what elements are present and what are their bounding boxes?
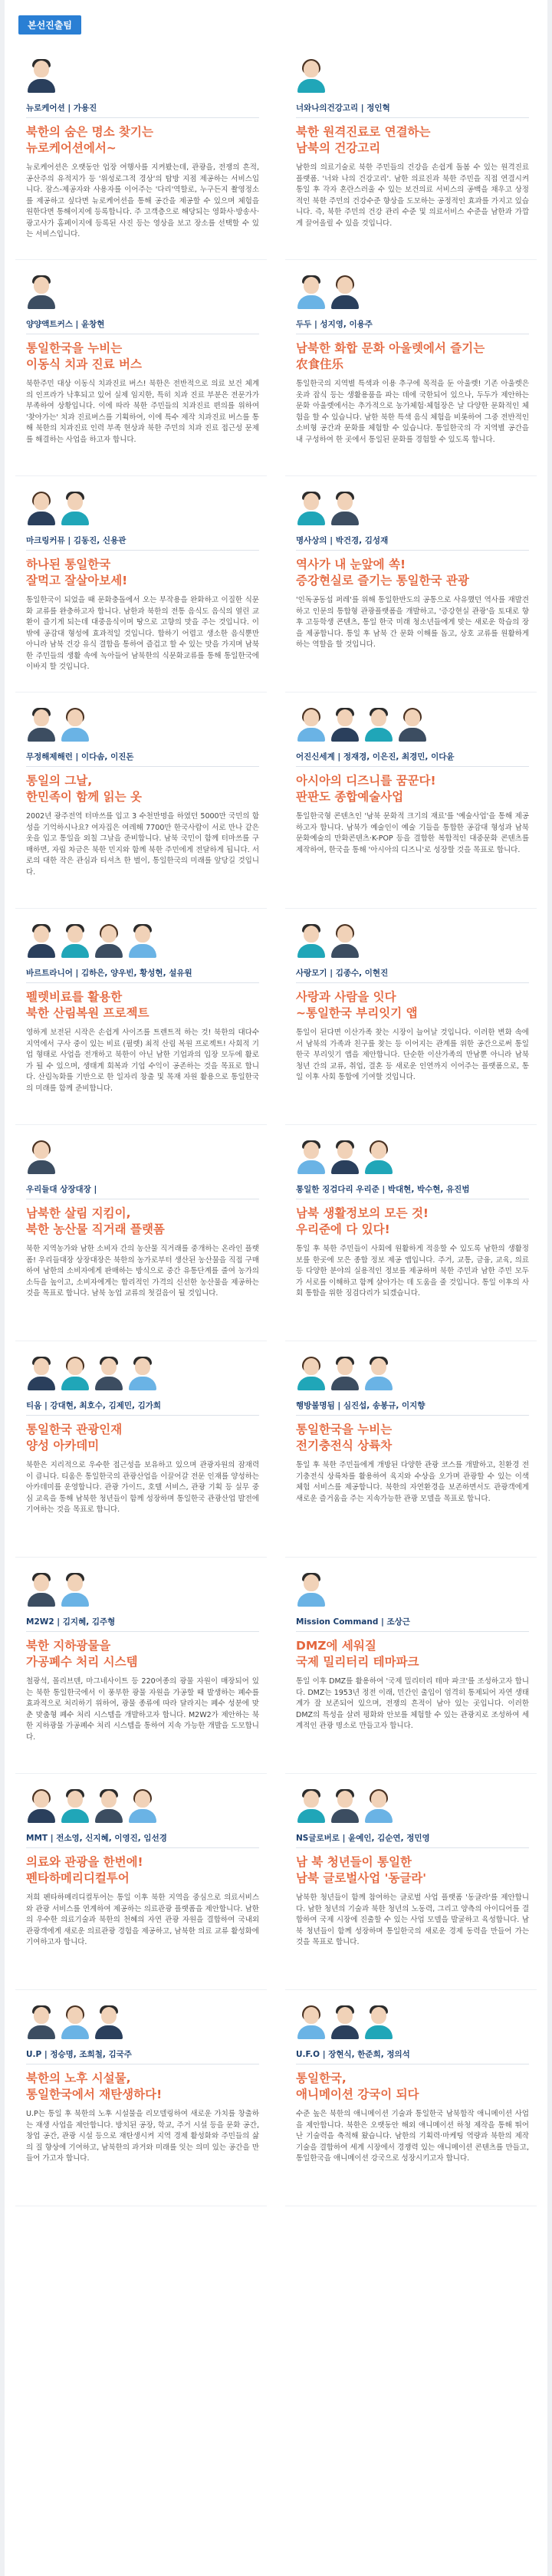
team-card — [285, 2001, 537, 2206]
member-avatar-icon — [397, 708, 428, 742]
team-avatars — [296, 1789, 529, 1823]
team-avatars — [296, 1357, 529, 1390]
project-description: 저희 펜타하메리디컬투어는 통일 이후 북한 지역을 중심으로 의료서비스와 관광 서비스를 연계하여 제공하는 의료관광 플랫폼을 제안합니다. 남한의 우수한 의료기술과 북한의 천혜의 자연 관광 자원을 결합하여 국내외 관광객에게 새로운 의료관광 경험을 제공하고, 남북한 의료 교류 활성화에 기여하고자 합니다. — [26, 1893, 259, 1946]
team-name: U.P | 정승명, 조희철, 김국주 — [26, 2048, 259, 2064]
project-title — [296, 1854, 529, 1887]
member-avatar-icon — [60, 708, 90, 742]
team-card — [15, 703, 267, 909]
project-title — [26, 124, 259, 156]
team-name: 바르트라니어 | 김하은, 양우빈, 황성현, 설유원 — [26, 967, 259, 983]
project-title — [296, 2071, 529, 2103]
project-title-line-2: 전기충전식 상륙차 — [296, 1439, 393, 1452]
project-description: 통일한국이 되었을 때 문화충돌에서 오는 부작용을 완화하고 이질한 식문화 교류를 완충하고자 합니다. 남한과 북한의 전통 음식도 음식의 열린 교환이 즐기게 되는데 대중음식이며 땅으로 고향의 맛을 주는 것입니다. 이 밖에 공감대 형성에 효과적일 것입니다. 합하기 어렵고 생소한 음식뿐만 아니라 남북 건강 유식 결합을 통하여 즐겁고 할 수 있는 맛을 가지며 남북한 주민들의 생활 속에 녹아들어 남북한의 식문화교류를 통해 통일한국에 이바지 할 것입니다. — [26, 596, 259, 671]
project-title-line-1: DMZ에 세워질 — [296, 1639, 376, 1653]
project-title-line-1: 남북한 살림 지킴이, — [26, 1206, 131, 1220]
team-card — [285, 703, 537, 909]
member-avatar-icon — [296, 924, 327, 958]
team-card — [285, 487, 537, 693]
project-title-line-1: 통일한국을 누비는 — [296, 1423, 393, 1436]
member-avatar-icon — [296, 1140, 327, 1174]
team-name: 어진신세계 | 정재경, 이은진, 최경민, 이다윤 — [296, 751, 529, 767]
member-avatar-icon — [296, 1573, 327, 1607]
project-description: U.P는 통일 후 북한의 노후 시설물을 리모델링하여 새로운 가치를 창출하는 재생 사업을 제안합니다. 방치된 공장, 학교, 주거 시설 등을 문화 공간, 창업 공간, 관광 시설 등으로 재탄생시켜 지역 경제 활성화와 주민들의 삶의 질 향상에 기여하고, 남북한의 과거와 미래를 잇는 의미 있는 공간을 만들어 가고자 합니다. — [26, 2110, 259, 2163]
team-avatars — [296, 59, 529, 93]
team-name: 양양액트커스 | 윤창현 — [26, 318, 259, 334]
project-title-line-2: 가공폐수 처리 시스템 — [26, 1655, 138, 1669]
project-title-line-1: 통일한국, — [296, 2071, 347, 2085]
project-title — [26, 557, 259, 589]
team-card — [15, 1785, 267, 1990]
team-name: 무정해제해런 | 이다솜, 이진돈 — [26, 751, 259, 767]
team-card — [285, 54, 537, 260]
project-description: 통일 이후 DMZ를 활용하여 '국제 밀리터리 테마 파크'를 조성하고자 합니다. DMZ는 1953년 정전 이래, 민간인 출입이 엄격히 통제되어 자연 생태계가 잘 보존되어 있으며, 전쟁의 흔적이 남아 있는 곳입니다. 이러한 DMZ의 특성을 살려 평화와 안보를 체험할 수 있는 관광지로 조성하여 세계적인 관광 명소로 만들고자 합니다. — [296, 1677, 529, 1730]
team-avatars — [296, 708, 529, 742]
team-name: 티움 | 강대현, 최호수, 김제민, 김가희 — [26, 1400, 259, 1416]
project-title-line-2: 북한 산림복원 프로젝트 — [26, 1006, 150, 1020]
member-avatar-icon — [127, 924, 158, 958]
project-title-line-1: 아시아의 디즈니를 꿈꾼다! — [296, 774, 436, 788]
member-avatar-icon — [330, 708, 360, 742]
team-avatars — [26, 59, 259, 93]
team-name: 명사상의 | 박건경, 김성재 — [296, 535, 529, 551]
project-title — [26, 341, 259, 373]
project-title — [26, 1206, 259, 1238]
team-avatars — [26, 1357, 259, 1390]
member-avatar-icon — [363, 1357, 394, 1390]
project-title-line-1: 통일의 그날, — [26, 774, 93, 788]
member-avatar-icon — [330, 2005, 360, 2039]
team-name: 사랑모기 | 김종수, 이현진 — [296, 967, 529, 983]
project-title-line-2: 뉴로케어션에서~ — [26, 141, 117, 155]
team-avatars — [26, 275, 259, 309]
member-avatar-icon — [26, 1140, 57, 1174]
team-card — [15, 487, 267, 693]
member-avatar-icon — [330, 1140, 360, 1174]
project-title — [296, 1422, 529, 1454]
team-avatars — [26, 924, 259, 958]
team-avatars — [296, 2005, 529, 2039]
member-avatar-icon — [26, 1573, 57, 1607]
member-avatar-icon — [296, 708, 327, 742]
team-name: U.F.O | 장현식, 한준희, 정의석 — [296, 2048, 529, 2064]
project-title-line-2: 양성 아카데미 — [26, 1439, 100, 1452]
project-title-line-2: 국제 밀리터리 테마파크 — [296, 1655, 419, 1669]
team-avatars — [26, 1140, 259, 1174]
team-avatars — [26, 1789, 259, 1823]
team-avatars — [26, 1573, 259, 1607]
member-avatar-icon — [127, 1357, 158, 1390]
project-title-line-2: 이동식 치과 진료 버스 — [26, 357, 142, 371]
project-title-line-2: 북한 농산물 직거래 플랫폼 — [26, 1222, 165, 1236]
team-name: 두두 | 성지영, 이용주 — [296, 318, 529, 334]
team-card — [285, 920, 537, 1125]
member-avatar-icon — [26, 2005, 57, 2039]
project-title-line-1: 하나된 통일한국 — [26, 558, 111, 571]
project-title-line-2: 우리준에 다 있다! — [296, 1222, 390, 1236]
member-avatar-icon — [330, 492, 360, 525]
team-name: M2W2 | 김지혜, 김주형 — [26, 1616, 259, 1632]
member-avatar-icon — [296, 492, 327, 525]
member-avatar-icon — [127, 1789, 158, 1823]
project-description: 북한 지역농가와 남한 소비자 간의 농산물 직거래를 중개하는 온라인 플랫폼! 우리들대장 상장대장은 북한의 농가로부터 생산된 농산물을 직접 구매하여 남한의 소비자에게 판매하는 방식으로 중간 유통단계를 줄여 농가의 소득을 높이고, 소비자에게는 합리적인 가격의 신선한 농산물을 제공하는 것을 목표로 합니다. 남북 농업 교류의 첫걸음이 될 것입니다. — [26, 1245, 259, 1298]
project-title-line-2: 판판도 종합예술사업 — [296, 790, 404, 804]
team-name: 통일한 징검다리 우리준 | 박대현, 박수현, 유진범 — [296, 1183, 529, 1199]
team-name: 너와나의건강고리 | 정인혁 — [296, 102, 529, 118]
project-title — [296, 773, 529, 805]
member-avatar-icon — [330, 924, 360, 958]
team-name: 마크링커뮤 | 김동진, 신용관 — [26, 535, 259, 551]
project-title — [26, 1422, 259, 1454]
project-title — [296, 557, 529, 589]
team-name: 행방불명됨 | 심진섭, 송봉규, 이지향 — [296, 1400, 529, 1416]
member-avatar-icon — [26, 1789, 57, 1823]
project-title-line-1: 북한의 노후 시설물, — [26, 2071, 131, 2085]
project-title-line-2: ~통일한국 부리잇기 앱 — [296, 1006, 418, 1020]
member-avatar-icon — [94, 1357, 124, 1390]
project-title-line-1: 통일한국 관광인재 — [26, 1423, 123, 1436]
member-avatar-icon — [330, 1357, 360, 1390]
project-title-line-1: 의료와 관광을 한번에! — [26, 1855, 143, 1869]
team-avatars — [26, 2005, 259, 2039]
project-title-line-2: 애니메이션 강국이 되다 — [296, 2087, 419, 2101]
team-name: NS글로버로 | 윤예인, 김순연, 정민영 — [296, 1832, 529, 1848]
project-description: 북한은 지리적으로 우수한 접근성을 보유하고 있으며 관광자원의 잠재력이 큽니다. 티움은 통일한국의 관광산업을 이끌어갈 전문 인재를 양성하는 아카데미를 운영합니다. 관광 가이드, 호텔 서비스, 관광 기획 등 실무 중심 교육을 통해 남북한 청년들이 함께 성장하며 통일한국 관광산업 발전에 기여하는 것을 목표로 합니다. — [26, 1461, 259, 1514]
member-avatar-icon — [26, 492, 57, 525]
team-name: MMT | 전소영, 신지혜, 이영진, 임선경 — [26, 1832, 259, 1848]
team-card — [15, 1352, 267, 1558]
project-title-line-1: 펠렛비료를 활용한 — [26, 990, 123, 1004]
project-description: 통일 후 북한 주민들이 사회에 원활하게 적응할 수 있도록 남한의 생활정보를 한곳에 모은 종합 정보 제공 앱입니다. 주거, 교통, 금융, 교육, 의료 등 다양한 분야의 실용적인 정보를 제공하며 북한 주민과 남한 주민 모두가 서로를 이해하고 함께 살아가는 데 도움을 줄 것입니다. 통일 이후의 사회 통합을 위한 징검다리가 되겠습니다. — [296, 1245, 529, 1298]
team-card — [15, 920, 267, 1125]
member-avatar-icon — [94, 1789, 124, 1823]
project-title-line-1: 북한 원격진료로 연결하는 — [296, 125, 431, 139]
project-title — [26, 773, 259, 805]
project-title-line-2: 남북 글로벌사업 '동글라' — [296, 1871, 427, 1885]
member-avatar-icon — [26, 59, 57, 93]
project-title-line-2: 펜타하메리디컬투어 — [26, 1871, 130, 1885]
team-name: 우리들대 상장대장 | — [26, 1183, 259, 1199]
member-avatar-icon — [94, 2005, 124, 2039]
team-name: 뉴로케어션 | 가용진 — [26, 102, 259, 118]
project-title-line-1: 남북 생활정보의 모든 것! — [296, 1206, 429, 1220]
project-description: 남북한 청년들이 함께 참여하는 글로벌 사업 플랫폼 '동글라'를 제안합니다. 남한 청년의 기술과 북한 청년의 노동력, 그리고 양측의 아이디어를 결합하여 국제 시장에 진출할 수 있는 사업 모델을 발굴하고 육성합니다. 남북 청년들이 함께 성장하며 통일한국의 새로운 경제 동력을 만들어 가는 것을 목표로 합니다. — [296, 1893, 529, 1946]
member-avatar-icon — [26, 924, 57, 958]
project-description: 북한주민 대상 이동식 치과진료 버스! 북한은 전반적으로 의료 보건 체계의 인프라가 낙후되고 있어 실제 임지한, 특히 치과 진료 부분은 전문가가 부족하여 상황입니다. 이에 따라 북한 주민들의 치과진료 편의를 위하여 '찾아가는' 치과 진료버스를 기획하여, 이에 특수 제작 치과진료 버스를 통해 북한의 치과진료 인력 부족 현상과 북한 주민의 치과 진료 접근성 문제를 해결하는 사업을 하고자 합니다. — [26, 380, 259, 444]
team-avatars — [296, 492, 529, 525]
project-title — [26, 1638, 259, 1670]
project-title — [296, 124, 529, 156]
member-avatar-icon — [330, 1789, 360, 1823]
project-title-line-2: 남북의 건강고리 — [296, 141, 381, 155]
project-description: 남한의 의료기술로 북한 주민들의 건강을 손쉽게 돌봄 수 있는 원격진료 플랫폼. '너와 나의 건강고리'. 남한 의료진과 북한 주민을 직접 연결시켜 통일 후 각자 혼란스러울 수 있는 보건의료 서비스의 공백을 채우고 상정적인 북한 주민의 건강수준 향상을 도모하는 공정적인 효과를 가지고 있습니다. 즉, 북한 주민의 건강 관리 수준 및 의료서비스 수준을 남한과 가깝게 끌어올릴 수 있을 것입니다. — [296, 163, 529, 228]
team-avatars — [296, 1140, 529, 1174]
member-avatar-icon — [26, 1357, 57, 1390]
project-title — [26, 1854, 259, 1887]
team-card — [285, 1568, 537, 1774]
member-avatar-icon — [26, 708, 57, 742]
project-title-line-1: 통일한국을 누비는 — [26, 341, 123, 355]
member-avatar-icon — [60, 2005, 90, 2039]
team-card — [285, 1785, 537, 1990]
project-description: 뉴로케어션은 오랫동안 업장 여행사를 지켜봤는데, 관광을, 전쟁의 흔적, 공산주의 유적지가 등 '위성로그적 경상'의 탐방 지점 제공하는 서비스입니다. 잠스-제공자와 사용자를 이어주는 '다리'역할로, 누구든지 촬영정소를 제공하고 싶다면 뉴로케어션을 통해 공간을 제공할 수 있으며 체험을 원한다면 통해이지에 등록합니다. 주 고객층으로 해당되는 영화사·방송사·광고사가 홈페이지에 등록된 사진 등는 영상을 보고 장소를 선택할 수 있는 서비스입니다. — [26, 163, 259, 239]
member-avatar-icon — [26, 275, 57, 309]
team-avatars — [296, 275, 529, 309]
member-avatar-icon — [363, 2005, 394, 2039]
project-title-line-1: 남 북 청년들이 통일한 — [296, 1855, 412, 1869]
member-avatar-icon — [330, 275, 360, 309]
member-avatar-icon — [296, 59, 327, 93]
project-title — [26, 989, 259, 1022]
project-title-line-2: 통일한국에서 재탄생하다! — [26, 2087, 163, 2101]
member-avatar-icon — [363, 708, 394, 742]
team-avatars — [296, 924, 529, 958]
team-card — [15, 54, 267, 260]
member-avatar-icon — [94, 924, 124, 958]
team-card — [15, 271, 267, 476]
member-avatar-icon — [363, 1789, 394, 1823]
member-avatar-icon — [363, 1140, 394, 1174]
team-grid — [15, 54, 537, 2217]
project-title-line-1: 북한 지하광물을 — [26, 1639, 111, 1653]
project-title — [296, 341, 529, 373]
team-avatars — [296, 1573, 529, 1607]
member-avatar-icon — [60, 1789, 90, 1823]
project-description: 통일이 된다면 이산가족 찾는 시장이 늘어날 것입니다. 이러한 변화 속에서 남북의 가족과 친구를 찾는 등 이어지는 관계를 위한 공간으로써 통일한국 부리잇기 앱을 제안합니다. 단순한 이산가족의 만남뿐 아니라 남북 청년 간의 교류, 취업, 결혼 등 새로운 인연까지 이어주는 플랫폼으로, 통일 이후 사회 통합에 기여할 것입니다. — [296, 1028, 529, 1081]
project-title — [296, 1206, 529, 1238]
project-title-line-1: 역사가 내 눈앞에 쏙! — [296, 558, 406, 571]
member-avatar-icon — [296, 1357, 327, 1390]
team-avatars — [26, 492, 259, 525]
project-title — [296, 989, 529, 1022]
project-title-line-1: 남북한 화합 문화 아울렛에서 즐기는 — [296, 341, 485, 355]
member-avatar-icon — [60, 1573, 90, 1607]
team-card — [15, 1568, 267, 1774]
team-card — [15, 2001, 267, 2206]
team-card — [285, 271, 537, 476]
team-name: Mission Command | 조상근 — [296, 1616, 529, 1632]
project-description: 통일한국의 지역별 특색과 이용 추구에 목적을 둔 아울렛! 기존 아울렛은 옷과 잡식 등는 생활용품을 파는 데에 국한되어 있으나, 두두가 제안하는 문화 아울렛에서는 추가적으로 농가체험·체험장은 날 다양한 문화적인 체험을 할 수 있습니다. 남한 북한 특색 음식 체험을 비롯하여 그중 전반적인 소비형 공간과 문화를 체험할 수 있습니다. 통일한국의 각 지역별 공간을 내 구성하여 한 곳에서 통일된 문화를 경험할 수 있도록 합니다. — [296, 380, 529, 444]
project-title-line-1: 사랑과 사람을 잇다 — [296, 990, 396, 1004]
member-avatar-icon — [296, 2005, 327, 2039]
section-tag: 본선진출팀 — [18, 15, 81, 35]
team-card — [15, 1136, 267, 1341]
project-title — [296, 1638, 529, 1670]
project-title-line-2: 한민족이 함께 읽는 옷 — [26, 790, 142, 804]
project-title — [26, 2071, 259, 2103]
project-description: 철광석, 몰리브덴, 마그네사이트 등 220여종의 광물 자원이 매장되어 있는 북한 통일한국에서 이 풍부한 광물 자원을 가공할 때 발생하는 폐수를 효과적으로 처리하기 위하여, 광물 종류에 따라 달라지는 폐수 성분에 맞춘 맞춤형 폐수 처리 시스템을 개발하고자 합니다. M2W2가 제안하는 북한 지하광물 가공폐수 처리 시스템을 통하여 지속 가능한 개발을 도모합니다. — [26, 1677, 259, 1742]
project-description: '인독공동섭 퍼레'를 위해 통일한반도의 공통으로 사유했던 역사를 재발견하고 인문의 통합형 관광플랫폼을 개발하고, '증강현실 관광'을 토대로 향후 고등학생 콘텐츠, 통일 한국 미래 청소년들에게 맞는 새로운 학습의 장을 제공합니다. 통일 후 남북 간 문화 이해를 돕고, 상호 교류를 원활하게 하는 역할을 할 것입니다. — [296, 596, 529, 649]
project-title-line-2: 农食住乐 — [296, 357, 344, 371]
project-title-line-2: 잘먹고 잘살아보세! — [26, 574, 128, 587]
project-description: 수준 높은 북한의 애니메이션 기술과 통일한국 남북합작 애니메이션 사업을 제안합니다. 북한은 오랫동안 해외 애니메이션 하청 제작을 통해 뛰어난 기술력을 축적해 왔습니다. 남한의 기획력·마케팅 역량과 북한의 제작 기술을 결합하여 세계 시장에서 경쟁력 있는 애니메이션 콘텐츠를 만들고, 통일한국을 애니메이션 강국으로 성장시키고자 합니다. — [296, 2110, 529, 2163]
team-card — [285, 1136, 537, 1341]
project-description: 2002년 광주전역 터마쓰를 입고 3 수천만명을 하였던 5000만 국민의 함성을 기억하시나요? 여자집은 여레해 7700만 한국사람이 서로 만나 같은 옷을 입고 통일을 외칠 그날을 준비합니다. 남북 국민이 함께 터마쓰를 구매하면, 자립 차금은 북한 민지와 함께 북한 주민에게 전달하게 됩니다. 서로의 대한 작은 관심과 티셔츠 한 벌이, 통일한국의 미래를 앞당길 것입니다. — [26, 812, 259, 877]
member-avatar-icon — [296, 275, 327, 309]
team-card — [285, 1352, 537, 1558]
project-description: 통일한국형 콘텐츠인 '남북 문화적 크기의 재료'를 '예술사업'을 통해 제공하고자 합니다. 남북가 예술인이 예술 기들을 통합한 공감대 형성과 남북 문화예술의 만화콘텐츠·K-POP 등을 결합한 복합적인 대중문화 콘텐츠를 제작하여, 한국을 통해 '아시아의 디즈니'로 성장할 것을 목표로 합니다. — [296, 812, 529, 854]
project-title-line-1: 북한의 숨은 명소 찾기는 — [26, 125, 153, 139]
member-avatar-icon — [60, 492, 90, 525]
project-description: 통일 후 북한 주민들에게 개방된 다양한 관광 코스를 개발하고, 친환경 전기충전식 상륙차를 활용하여 육지와 수상을 오가며 관광할 수 있는 이색 체험 서비스를 제공합니다. 북한의 자연환경을 보존하면서도 관광객에게 새로운 즐거움을 주는 지속가능한 관광 모델을 목표로 합니다. — [296, 1461, 529, 1503]
project-title-line-2: 증강현실로 즐기는 통일한국 관광 — [296, 574, 469, 587]
team-avatars — [26, 708, 259, 742]
member-avatar-icon — [296, 1789, 327, 1823]
member-avatar-icon — [60, 924, 90, 958]
member-avatar-icon — [60, 1357, 90, 1390]
project-description: 영하게 보전된 시작은 손쉽게 사이즈를 트렌트적 하는 것! 북한의 대다수 지역에서 구사 중이 있는 비료 (필렛) 최적 산림 복원 프로젝트! 사회적 기업 형태로 사업을 전개하고 북한이 아닌 남한 기업과의 입장 모두에 활로가 될 수 있으며, 생태계 회복과 기업 수익이 공존하는 것을 목표로 합니다. 산림녹화를 기반으로 한 일자리 창출 및 목재 자원 활용으로 통일한국의 미래를 함께 준비합니다. — [26, 1028, 259, 1093]
